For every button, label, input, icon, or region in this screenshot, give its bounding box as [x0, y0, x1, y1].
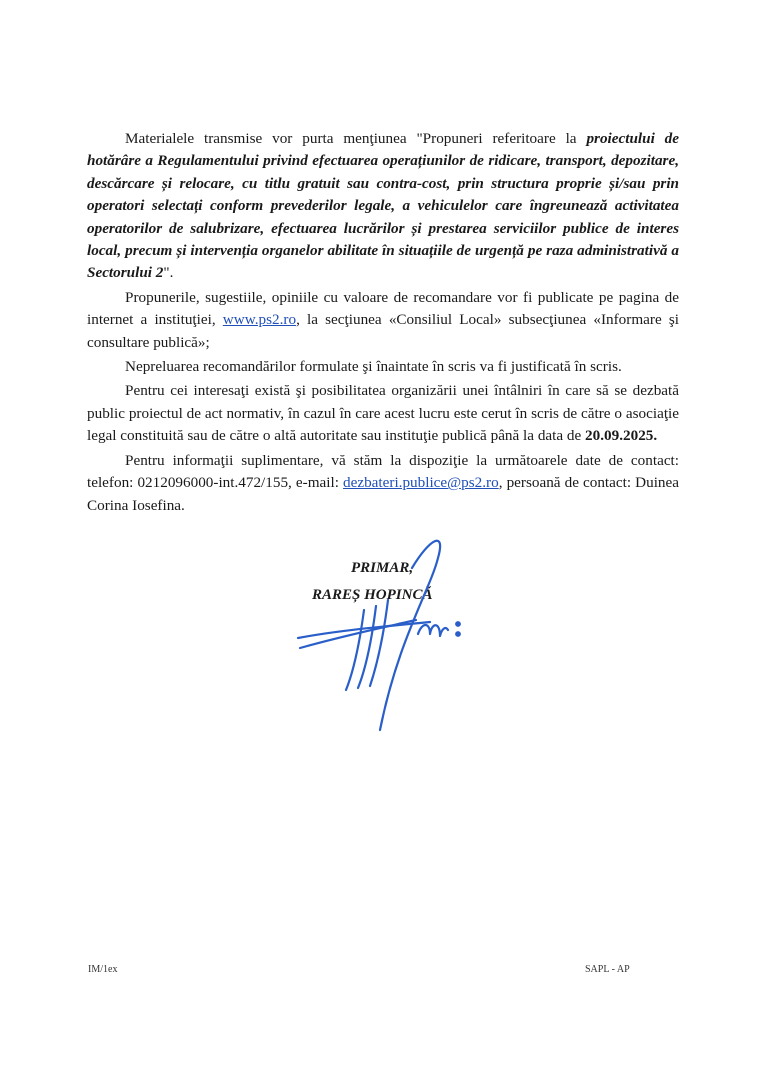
paragraph-text: , la secţiunea «Consiliul Local» subsecţiunea «Informare şi consultare publică»; [87, 311, 679, 351]
deadline-date: 20.09.2025. [585, 427, 658, 445]
email-link[interactable]: dezbateri.publice@ps2.ro [343, 474, 499, 492]
paragraph-public-meeting [87, 380, 679, 447]
paragraph-justification [87, 356, 679, 378]
paragraph-text: Nepreluarea recomandărilor formulate şi înaintate în scris va fi justificată în scris. [125, 358, 622, 376]
website-link[interactable]: www.ps2.ro [222, 311, 297, 329]
paragraph-text: Pentru cei interesaţi există şi posibilitatea organizării unei întâlniri în care să se dezbată public proiectul de act normativ, în cazul în care acest lucru este cerut în scris de către o asociaţie legal constituită sau de către o altă autoritate sau instituţie publică până la data de [87, 382, 679, 445]
paragraph-text: Materialele transmise vor purta menţiunea "Propuneri referitoare la [125, 130, 587, 147]
paragraph-publication [87, 287, 679, 354]
paragraph-contact [87, 450, 679, 517]
paragraph-text: , persoană de contact: Duinea Corina Iosefina. [87, 474, 680, 514]
handwritten-signature [280, 530, 480, 750]
signatory-title: PRIMAR, [351, 560, 414, 576]
paragraph-submission-note [87, 128, 679, 285]
signatory-name: RAREȘ HOPINCĂ [312, 587, 433, 603]
document-body [87, 128, 679, 517]
footer-left-code: IM/1ex [88, 964, 118, 975]
paragraph-text: Pentru informaţii suplimentare, vă stăm la dispoziţie la următoarele date de contact: telefon: 0212096000-int.472/155, e-mail: [87, 451, 679, 492]
project-title: proiectului de hotărâre a Regulamentului privind efectuarea operațiunilor de ridicare, transport, depozitare, descărcare și relocare, cu titlu gratuit sau contra-cost, prin structura proprie și/sau prin operatori selectați conform prevederilor legale, a vehiculelor care îngreunează activitatea operatorilor de salubrizare, efectuarea lucrărilor și prestarea serviciilor publice de interes local, precum și intervenția organelor abilitate în situațiile de urgență pe raza administrativă a Sectorului 2 [87, 130, 680, 282]
paragraph-text: Propunerile, sugestiile, opiniile cu valoare de recomandare vor fi publicate pe pagina de internet a instituţiei, [87, 288, 679, 329]
paragraph-text: ". [163, 264, 174, 282]
footer-right-code: SAPL - AP [585, 964, 630, 975]
